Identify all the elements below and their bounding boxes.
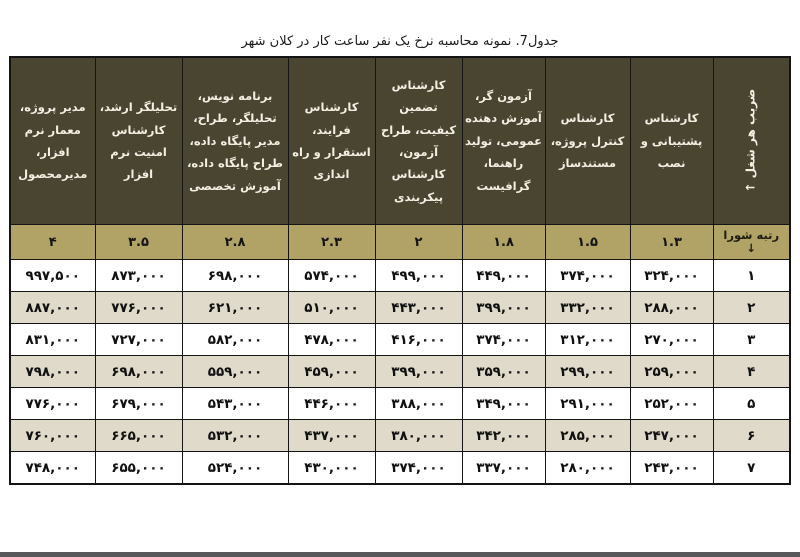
rate-cell: ۷۴۸,۰۰۰ [10,452,95,485]
rate-cell: ۷۶۰,۰۰۰ [10,420,95,452]
job-header-1: کارشناس کنترل پروژه، مستندساز [545,57,630,225]
rate-cell: ۵۲۴,۰۰۰ [182,452,288,485]
rate-cell: ۷۷۶,۰۰۰ [95,292,182,324]
rate-cell: ۶۹۸,۰۰۰ [95,356,182,388]
rate-cell: ۲۸۵,۰۰۰ [545,420,630,452]
rate-cell: ۴۴۶,۰۰۰ [288,388,375,420]
rank-cell: ۳ [713,324,790,356]
rate-cell: ۵۵۹,۰۰۰ [182,356,288,388]
rank-column-header-wrap [716,61,788,221]
rate-cell: ۵۱۰,۰۰۰ [288,292,375,324]
rate-cell: ۳۵۹,۰۰۰ [462,356,545,388]
rate-cell: ۳۷۴,۰۰۰ [375,452,462,485]
rank-column-header-label: ضریب هر شغل ↑ [743,89,758,193]
rate-cell: ۶۶۵,۰۰۰ [95,420,182,452]
rate-cell: ۳۷۴,۰۰۰ [545,260,630,292]
rate-cell: ۲۴۳,۰۰۰ [630,452,713,485]
coefficient-0: ۱.۳ [630,225,713,260]
bottom-bar [0,552,800,557]
rates-table [9,56,791,485]
rate-cell: ۵۸۲,۰۰۰ [182,324,288,356]
rate-cell: ۶۲۱,۰۰۰ [182,292,288,324]
rate-cell: ۷۹۸,۰۰۰ [10,356,95,388]
rank-cell: ۵ [713,388,790,420]
rate-cell: ۳۸۰,۰۰۰ [375,420,462,452]
job-header-6: تحلیلگر ارشد، کارشناس امنیت نرم افزار [95,57,182,225]
rate-cell: ۵۷۴,۰۰۰ [288,260,375,292]
rank-subheader-cell [713,225,790,260]
rank-cell: ۴ [713,356,790,388]
rate-cell: ۷۷۶,۰۰۰ [10,388,95,420]
table-row-۳ [10,324,790,356]
job-header-row [10,57,790,225]
rate-cell: ۲۸۸,۰۰۰ [630,292,713,324]
coefficient-2: ۱.۸ [462,225,545,260]
rate-cell: ۸۸۷,۰۰۰ [10,292,95,324]
rate-cell: ۲۴۷,۰۰۰ [630,420,713,452]
rate-cell: ۳۹۹,۰۰۰ [462,292,545,324]
rate-cell: ۴۷۸,۰۰۰ [288,324,375,356]
coefficient-3: ۲ [375,225,462,260]
rate-cell: ۴۴۳,۰۰۰ [375,292,462,324]
rank-subheader-label: رتبه شورا [723,227,780,242]
job-header-2: آزمون گر، آموزش دهنده عمومی، تولید راهنما، گرافیست [462,57,545,225]
rate-cell: ۳۲۴,۰۰۰ [630,260,713,292]
rate-cell: ۳۴۹,۰۰۰ [462,388,545,420]
rate-cell: ۳۴۲,۰۰۰ [462,420,545,452]
rate-cell: ۸۳۱,۰۰۰ [10,324,95,356]
rate-cell: ۲۹۱,۰۰۰ [545,388,630,420]
table-row-۶ [10,420,790,452]
rank-cell: ۶ [713,420,790,452]
rate-cell: ۸۷۳,۰۰۰ [95,260,182,292]
coefficient-6: ۳.۵ [95,225,182,260]
rate-cell: ۳۷۴,۰۰۰ [462,324,545,356]
rate-cell: ۹۹۷,۵۰۰ [10,260,95,292]
down-arrow-icon: ↓ [746,241,757,255]
rate-cell: ۶۹۸,۰۰۰ [182,260,288,292]
rate-cell: ۲۸۰,۰۰۰ [545,452,630,485]
rate-cell: ۲۹۹,۰۰۰ [545,356,630,388]
rate-cell: ۳۳۷,۰۰۰ [462,452,545,485]
table-row-۴ [10,356,790,388]
rate-cell: ۶۷۹,۰۰۰ [95,388,182,420]
job-header-7: مدیر پروژه، معمار نرم افزار، مدیرمحصول [10,57,95,225]
rate-cell: ۵۴۳,۰۰۰ [182,388,288,420]
rate-cell: ۵۳۲,۰۰۰ [182,420,288,452]
table-row-۱ [10,260,790,292]
rank-column-header-cell [713,57,790,225]
rate-cell: ۲۵۹,۰۰۰ [630,356,713,388]
rate-cell: ۴۵۹,۰۰۰ [288,356,375,388]
coefficient-4: ۲.۳ [288,225,375,260]
coefficient-row [10,225,790,260]
rate-cell: ۶۵۵,۰۰۰ [95,452,182,485]
rate-cell: ۴۳۷,۰۰۰ [288,420,375,452]
rate-cell: ۷۲۷,۰۰۰ [95,324,182,356]
rank-cell: ۷ [713,452,790,485]
coefficient-1: ۱.۵ [545,225,630,260]
table-row-۷ [10,452,790,485]
rate-cell: ۴۱۶,۰۰۰ [375,324,462,356]
job-header-3: کارشناس تضمین کیفیت، طراح آزمون، کارشناس پیکربندی [375,57,462,225]
job-header-5: برنامه نویس، تحلیلگر، طراح، مدیر پایگاه داده، طراح پایگاه داده، آموزش تخصصی [182,57,288,225]
rate-cell: ۳۱۲,۰۰۰ [545,324,630,356]
job-header-0: کارشناس پشتیبانی و نصب [630,57,713,225]
table-row-۵ [10,388,790,420]
rate-cell: ۳۸۸,۰۰۰ [375,388,462,420]
rate-cell: ۴۴۹,۰۰۰ [462,260,545,292]
rate-cell: ۲۷۰,۰۰۰ [630,324,713,356]
rate-cell: ۴۳۰,۰۰۰ [288,452,375,485]
rank-cell: ۱ [713,260,790,292]
rate-cell: ۳۹۹,۰۰۰ [375,356,462,388]
coefficient-5: ۲.۸ [182,225,288,260]
rank-cell: ۲ [713,292,790,324]
table-title: جدول7. نمونه محاسبه نرخ یک نفر ساعت کار در کلان شهر [241,34,559,49]
rate-cell: ۳۳۲,۰۰۰ [545,292,630,324]
rate-cell: ۴۹۹,۰۰۰ [375,260,462,292]
coefficient-7: ۴ [10,225,95,260]
table-row-۲ [10,292,790,324]
rate-cell: ۲۵۲,۰۰۰ [630,388,713,420]
job-header-4: کارشناس فرایند، استقرار و راه اندازی [288,57,375,225]
